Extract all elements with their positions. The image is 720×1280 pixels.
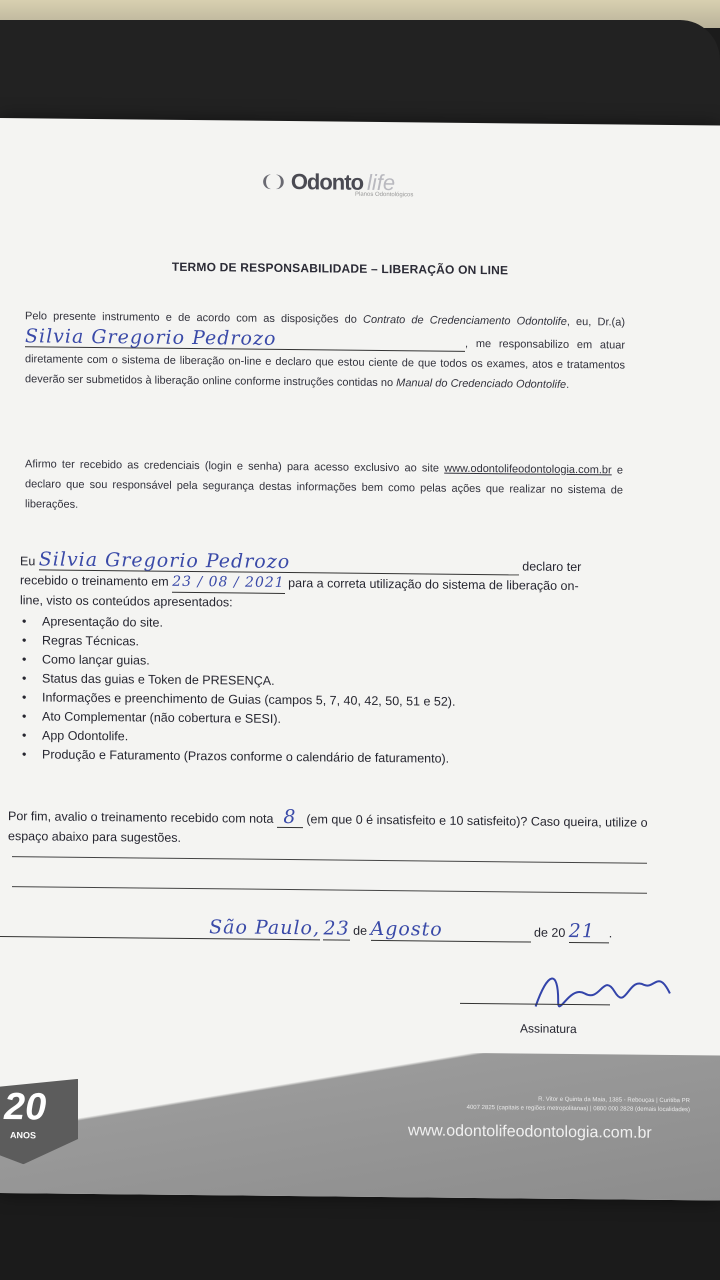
signature-label: Assinatura bbox=[520, 1021, 577, 1037]
handwritten-day: 23 bbox=[323, 917, 350, 940]
date-end: . bbox=[608, 926, 613, 941]
signature-icon bbox=[528, 958, 682, 1027]
footer-address: R. Vitor e Quinta da Maia, 1385 - Rebouças | Curitiba PR 4007 2825 (capitais e regiões metropolitanas) | 0800 000 2828 (demais localidades) bbox=[466, 1096, 690, 1114]
p1-text-b: , eu, Dr.(a) bbox=[566, 315, 626, 329]
evaluation-text-b: (em que 0 é insatisfeito e 10 satisfeito)? Caso queira, utilize o espaço abaixo para sugestões. bbox=[8, 812, 648, 845]
handwritten-score: 8 bbox=[277, 807, 303, 828]
footer-site: www.odontolifeodontologia.com.br bbox=[408, 1122, 652, 1142]
badge-number: 20 bbox=[4, 1086, 47, 1129]
evaluation-text-a: Por fim, avalio o treinamento recebido com nota bbox=[8, 809, 274, 826]
paragraph-evaluation bbox=[8, 804, 648, 853]
training-date-label: recebido o treinamento em bbox=[20, 573, 169, 589]
logo-icon: ❨❩ bbox=[260, 173, 287, 192]
handwritten-trainee-name: Silvia Gregorio Pedrozo bbox=[39, 550, 519, 575]
document-title: TERMO DE RESPONSABILIDADE – LIBERAÇÃO ON LINE bbox=[171, 259, 509, 278]
p1-text-a: Pelo presente instrumento e de acordo com as disposições do bbox=[25, 310, 364, 326]
paragraph-training bbox=[20, 550, 600, 616]
logo-tagline: Planos Odontológicos bbox=[355, 191, 414, 199]
declaro-label: declaro ter bbox=[522, 559, 582, 575]
badge-text: ANOS bbox=[10, 1130, 37, 1141]
list-item: • Ato Complementar (não cobertura e SESI). bbox=[22, 707, 455, 731]
site-link[interactable]: www.odontolifeodontologia.com.br bbox=[444, 462, 612, 477]
handwritten-year: 21 bbox=[569, 920, 609, 943]
suggestion-line-2[interactable] bbox=[12, 886, 647, 894]
p1-text-d: . bbox=[566, 378, 570, 391]
list-item: • App Odontolife. bbox=[22, 726, 455, 750]
list-item: • Regras Técnicas. bbox=[22, 631, 455, 655]
date-year-prefix: de 20 bbox=[534, 925, 566, 940]
list-item: • Informações e preenchimento de Guias (campos 5, 7, 40, 42, 50, 51 e 52). bbox=[22, 688, 455, 712]
list-item: • Produção e Faturamento (Prazos conforme o calendário de faturamento). bbox=[22, 745, 455, 769]
p1-text-c: me responsabilizo em atuar diretamente com o sistema de liberação on-line e declaro que estou ciente de que todos os exames, atos e tratamentos deverão ser submetidos à liberação online conforme instruções contidas no bbox=[25, 337, 625, 390]
desk-edge bbox=[0, 20, 720, 130]
paragraph-credentials bbox=[25, 454, 623, 520]
handwritten-city: São Paulo, bbox=[0, 914, 320, 940]
p2-text-a: Afirmo ter recebido as credenciais (login e senha) para acesso exclusivo ao site bbox=[25, 458, 445, 475]
training-topics-list bbox=[22, 612, 455, 769]
manual-name: Manual do Credenciado Odontolife bbox=[396, 377, 567, 391]
handwritten-training-date: 23 / 08 / 2021 bbox=[172, 573, 285, 594]
date-place-line bbox=[0, 914, 660, 944]
date-de-label: de bbox=[353, 923, 368, 938]
list-item: • Apresentação do site. bbox=[22, 612, 455, 636]
handwritten-month: Agosto bbox=[371, 918, 531, 943]
p2-text-b: e declaro que sou responsável pela segurança destas informações bem como pelas ações que realizar no sistema de liberações. bbox=[25, 464, 623, 511]
logo-brand-life: life bbox=[367, 169, 396, 196]
training-rest-text: para a correta utilização do sistema de liberação on-line, visto os conteúdos apresentados: bbox=[20, 576, 579, 610]
list-item: • Status das guias e Token de PRESENÇA. bbox=[22, 669, 455, 693]
paragraph-declaration: Pelo presente instrumento e de acordo com as disposições do Contrato de Credenciamento Odontolife, eu, Dr.(a) Silvia Gregorio Pedrozo , me responsabilizo em atuar diretamente com o sistema de liberação on-line e declaro que estou ciente de que todos os exames, atos e tratamentos deverão ser submetidos à liberação online conforme instruções contidas no Manual do Credenciado Odontolife. bbox=[25, 310, 626, 391]
eu-label: Eu bbox=[20, 554, 36, 569]
handwritten-dentist-name: Silvia Gregorio Pedrozo bbox=[25, 326, 465, 352]
contract-name: Contrato de Credenciamento Odontolife bbox=[363, 313, 567, 328]
document-page bbox=[0, 118, 720, 1201]
suggestion-line-1[interactable] bbox=[12, 856, 647, 864]
logo-brand: Odonto bbox=[290, 169, 364, 195]
list-item: • Como lançar guias. bbox=[22, 650, 455, 674]
